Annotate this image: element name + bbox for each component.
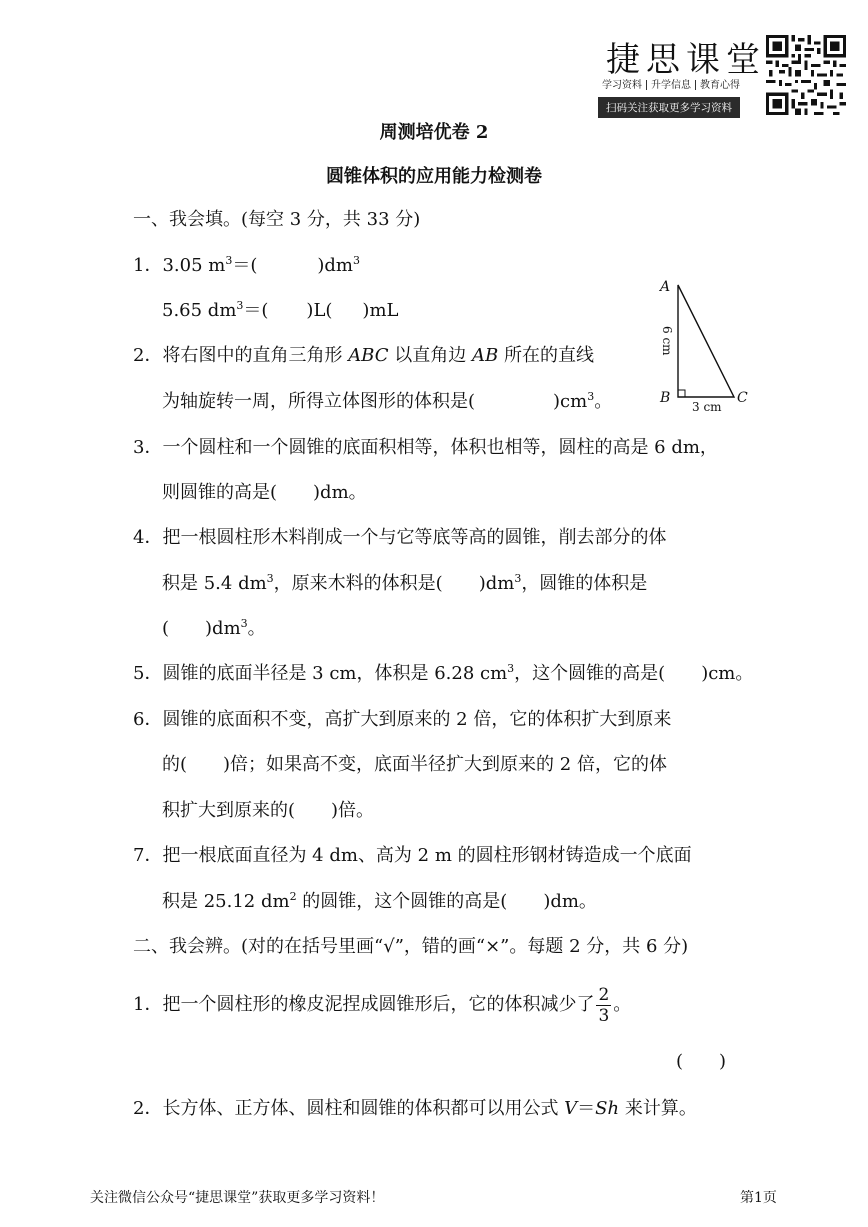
tag-divider [695, 80, 696, 90]
right-angle-mark [678, 390, 685, 397]
tag-divider [646, 80, 647, 90]
q4-line2: 积是 5.4 $dm^3$，原来木料的体积是( )$dm^3$，圆锥的体积是 [162, 572, 648, 594]
s2-q2-line: 2．长方体、正方体、圆柱和圆锥的体积都可以用公式 V＝Sh 来计算。 [133, 1098, 697, 1119]
q2-line1: 2．将右图中的直角三角形 ABC 以直角边 AB 所在的直线 [133, 345, 594, 366]
q7-line1: 7．把一根底面直径为 4 dm、高为 2 m 的圆柱形钢材铸造成一个底面 [133, 845, 692, 866]
s2-q1-answer-box[interactable]: ( ) [676, 1051, 727, 1072]
tag-admission-info: 升学信息 [651, 80, 691, 91]
q3-line1: 3．一个圆柱和一个圆锥的底面积相等，体积也相等，圆柱的高是 6 dm， [133, 437, 718, 458]
brand-name: 捷思课堂 [606, 40, 766, 80]
brand-tags [602, 76, 740, 91]
section2-heading: 二、我会辨。(对的在括号里画“√”，错的画“×”。每题 2 分，共 6 分) [133, 936, 689, 957]
q1-line2: 5.65 $dm^3=$( )L( )mL [162, 299, 399, 321]
vertex-a-label: A [660, 279, 671, 295]
fraction-two-thirds: $\frac{2}{3}$ [598, 984, 610, 1026]
vertex-c-label: C [737, 390, 748, 406]
tag-education-tips: 教育心得 [700, 80, 740, 91]
q7-line2: 积是 25.12 $dm^2$ 的圆锥，这个圆锥的高是( )dm。 [162, 890, 597, 912]
q6-line2: 的( )倍；如果高不变，底面半径扩大到原来的 2 倍，它的体 [162, 754, 667, 775]
triangle-figure [650, 270, 760, 415]
q3-line2: 则圆锥的高是( )dm。 [162, 482, 367, 503]
page-subtitle: 圆锥体积的应用能力检测卷 [326, 166, 542, 187]
qr-code-icon[interactable] [766, 35, 846, 115]
page-title: 周测培优卷 2 [379, 122, 489, 143]
q2-line2: 为轴旋转一周，所得立体图形的体积是( )$cm^3$。 [162, 390, 613, 412]
footer-note: 关注微信公众号“捷思课堂”获取更多学习资料！ [90, 1190, 385, 1206]
side-ab-label: 6 cm [660, 326, 674, 356]
scan-banner: 扫码关注获取更多学习资料 [598, 97, 740, 118]
tag-study-materials: 学习资料 [602, 80, 642, 91]
triangle-abc [678, 285, 734, 397]
q4-line1: 4．把一根圆柱形木料削成一个与它等底等高的圆锥，削去部分的体 [133, 527, 667, 548]
q2-number: 2． [133, 345, 163, 366]
q6-line3: 积扩大到原来的( )倍。 [162, 800, 375, 821]
section1-heading: 一、我会填。(每空 3 分，共 33 分) [133, 209, 421, 230]
side-bc-label: 3 cm [692, 400, 722, 414]
q1-number: 1． [133, 255, 163, 276]
page-number: 第1页 [740, 1190, 777, 1206]
q4-line3: ( )$dm^3$。 [162, 617, 266, 639]
q6-line1: 6．圆锥的底面积不变，高扩大到原来的 2 倍，它的体积扩大到原来 [133, 709, 672, 730]
vertex-b-label: B [660, 390, 671, 406]
q1-line1: 1．3.05 $m^3=$( )$dm^3$ [133, 254, 360, 276]
s2-q1-line: 1．把一个圆柱形的橡皮泥捏成圆锥形后，它的体积减少了 $\frac{2}{3}$ 。 [133, 984, 632, 1026]
q5-line1: 5．圆锥的底面半径是 3 cm，体积是 6.28 $cm^3$，这个圆锥的高是( )cm。 [133, 662, 754, 684]
